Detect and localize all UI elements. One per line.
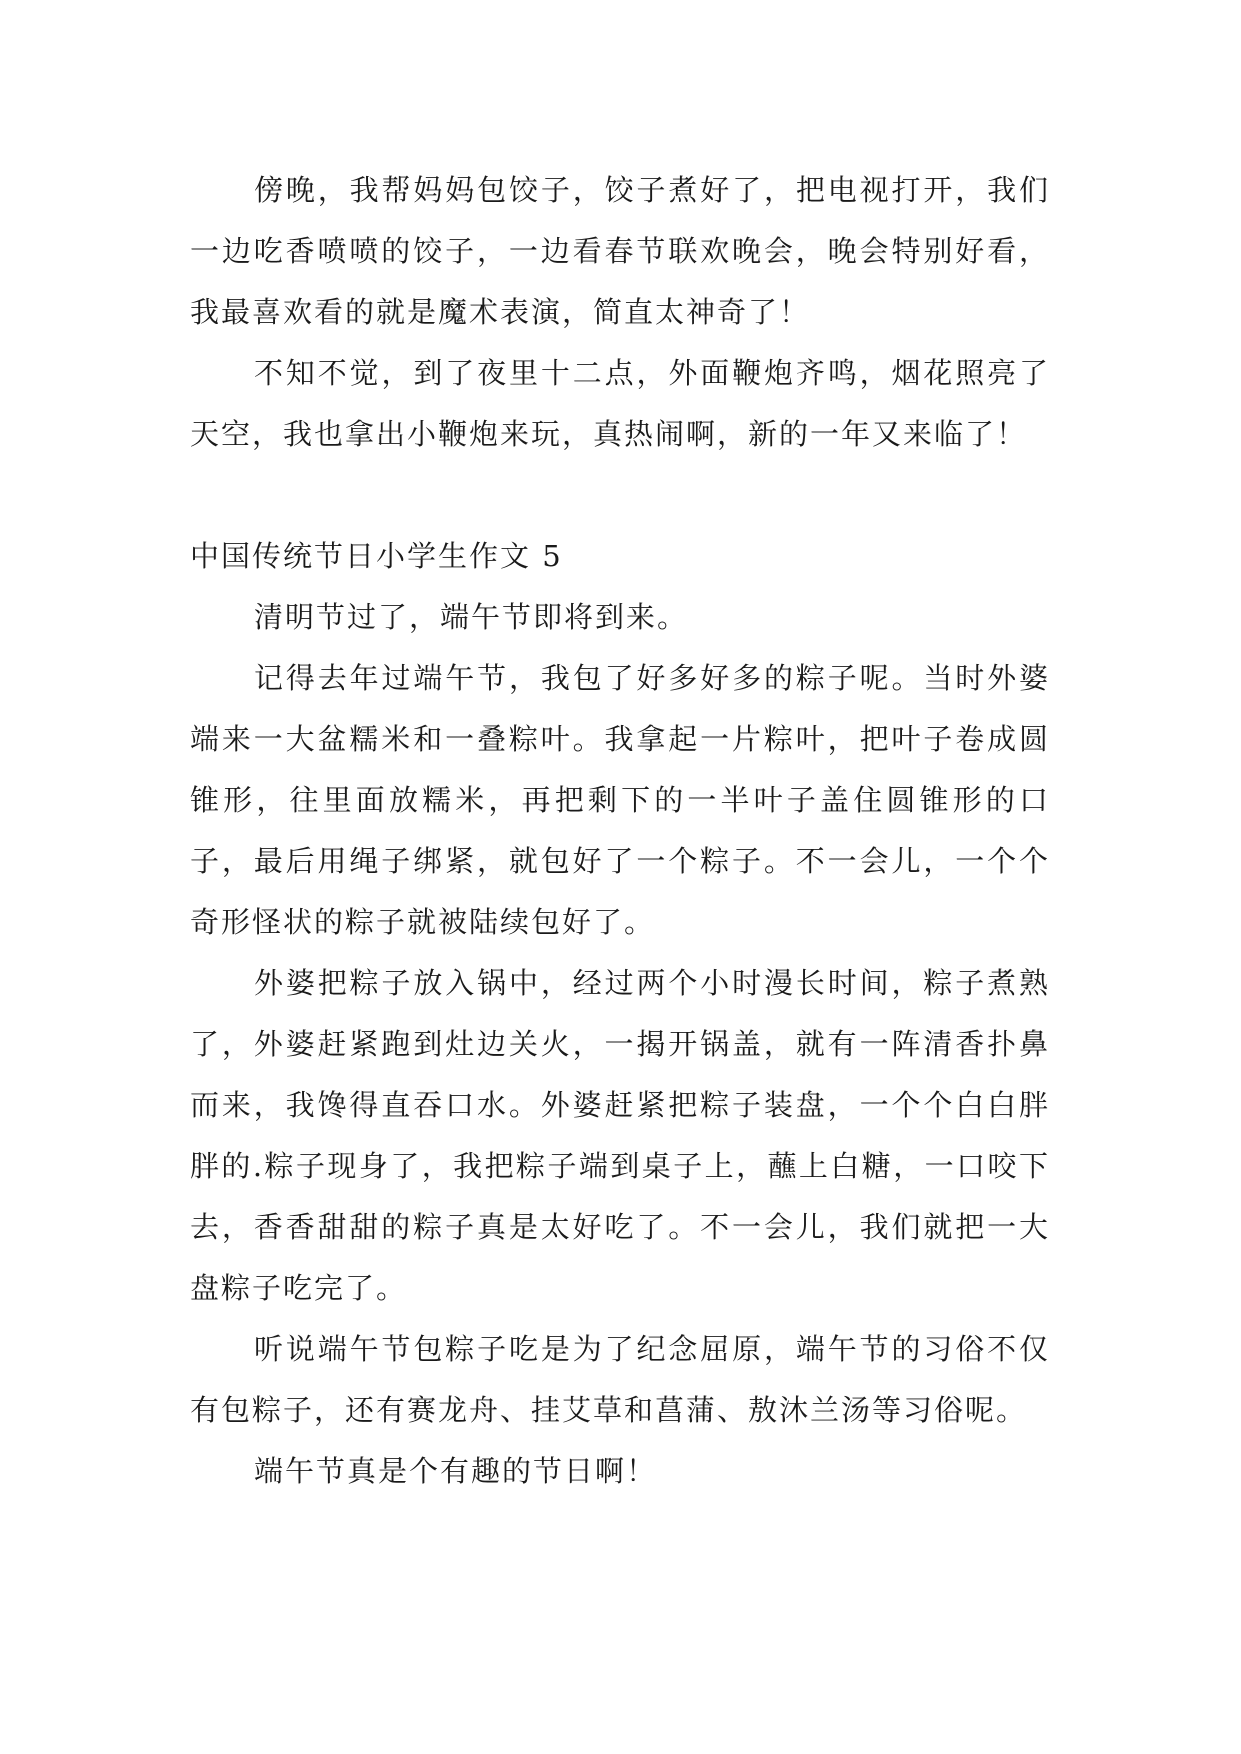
paragraph-cooking-zongzi: 外婆把粽子放入锅中，经过两个小时漫长时间，粽子煮熟了，外婆赶紧跑到灶边关火，一揭开锅盖，就有一阵清香扑鼻而来，我馋得直吞口水。外婆赶紧把粽子装盘，一个个白白胖胖的.粽子现身了，我把粽子端到桌子上，蘸上白糖，一口咬下去，香香甜甜的粽子真是太好吃了。不一会儿，我们就把一大盘粽子吃完了。 [190,966,1050,1305]
paragraph-intro: 清明节过了，端午节即将到来。 [254,600,689,634]
paragraph-customs: 听说端午节包粽子吃是为了纪念屈原，端午节的习俗不仅有包粽子，还有赛龙舟、挂艾草和菖蒲、敖沐兰汤等习俗呢。 [190,1332,1050,1427]
paragraph-dumplings: 傍晚，我帮妈妈包饺子，饺子煮好了，把电视打开，我们一边吃香喷喷的饺子，一边看春节联欢晚会，晚会特别好看，我最喜欢看的就是魔术表演，简直太神奇了！ [190,173,1050,329]
paragraph-conclusion: 端午节真是个有趣的节日啊！ [254,1454,658,1488]
section-title: 中国传统节日小学生作文 5 [190,539,563,573]
document-page [190,160,1050,1502]
paragraph-midnight: 不知不觉，到了夜里十二点，外面鞭炮齐鸣，烟花照亮了天空，我也拿出小鞭炮来玩，真热闹啊，新的一年又来临了！ [190,356,1050,451]
paragraph-wrapping-zongzi: 记得去年过端午节，我包了好多好多的粽子呢。当时外婆端来一大盆糯米和一叠粽叶。我拿起一片粽叶，把叶子卷成圆锥形，往里面放糯米，再把剩下的一半叶子盖住圆锥形的口子，最后用绳子绑紧，就包好了一个粽子。不一会儿，一个个奇形怪状的粽子就被陆续包好了。 [190,661,1050,939]
